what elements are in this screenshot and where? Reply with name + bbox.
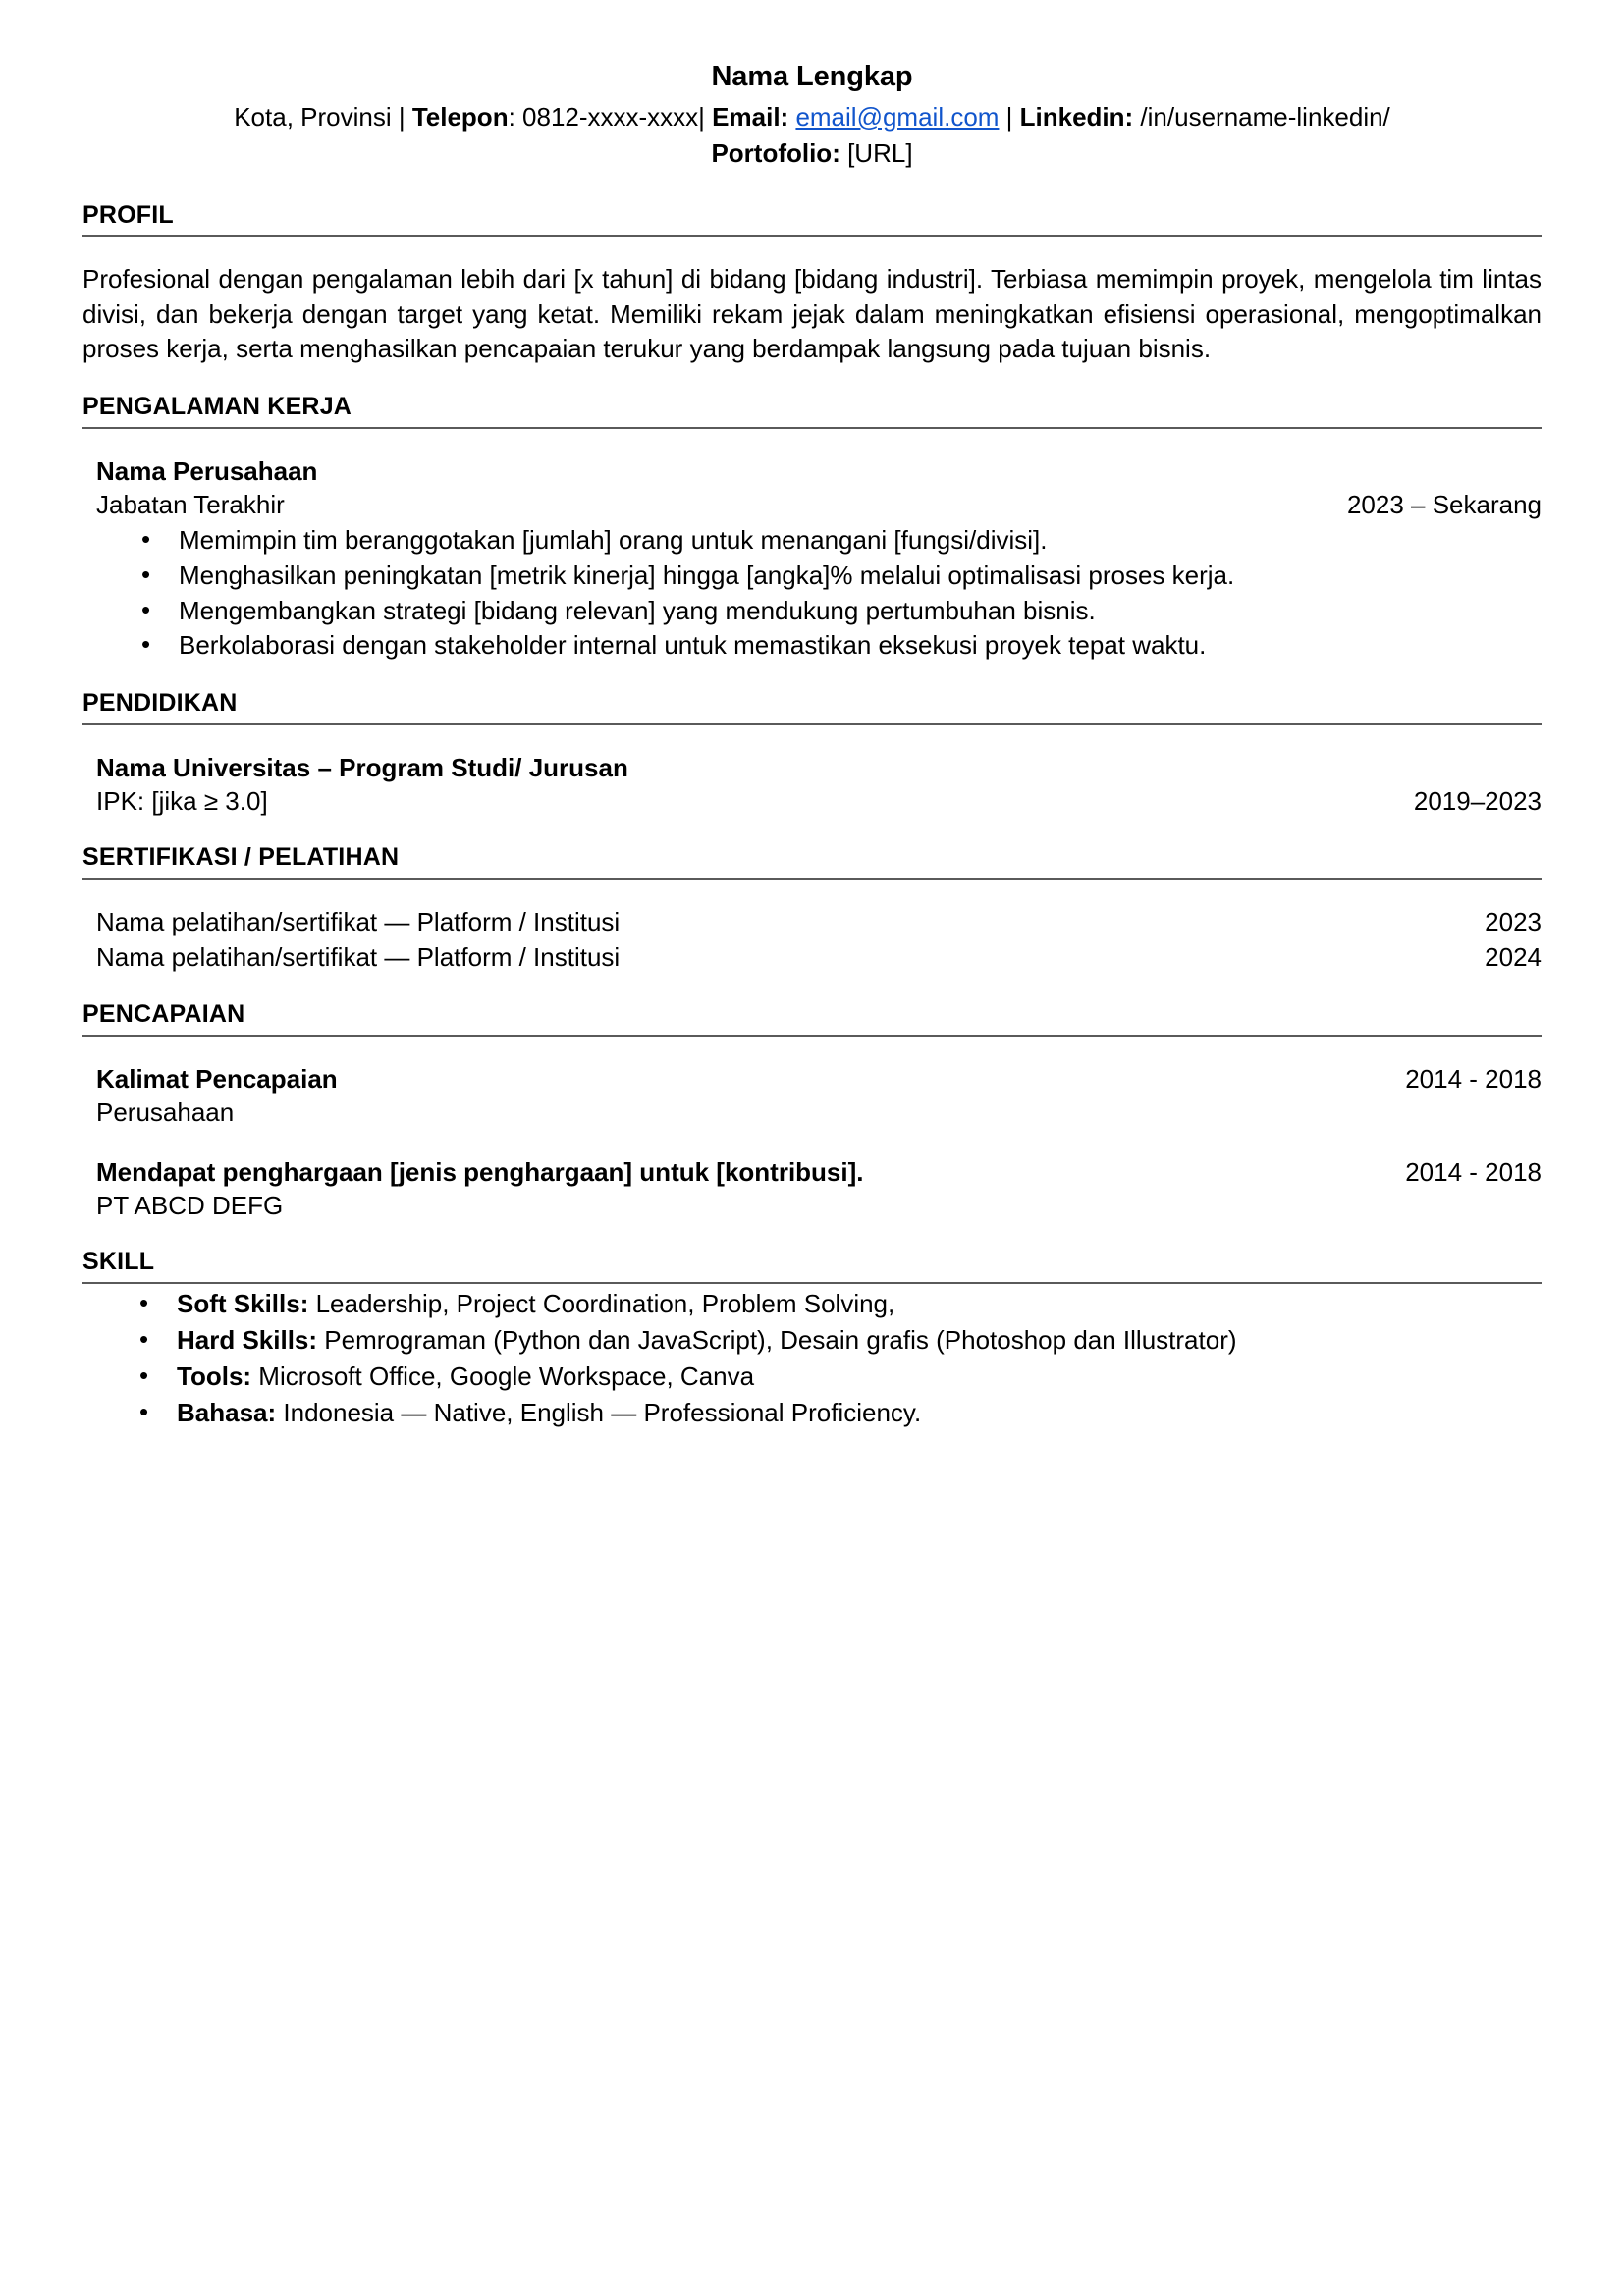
experience-date: 2023 – Sekarang	[1346, 490, 1542, 520]
list-item	[82, 905, 1542, 940]
section-divider-pencapaian	[82, 1035, 1542, 1037]
gpa-row	[96, 784, 1542, 818]
section-title-pendidikan: PENDIDIKAN	[82, 688, 238, 717]
experience-bullet-list	[96, 523, 1542, 663]
portfolio-value: [URL]	[839, 137, 913, 168]
certification-year: 2023	[1485, 907, 1542, 937]
section-pencapaian	[82, 1000, 1542, 1222]
list-item	[177, 1359, 1542, 1395]
achievement-date: 2014 - 2018	[1405, 1156, 1542, 1187]
section-title-pencapaian: PENCAPAIAN	[82, 1000, 245, 1029]
job-title: Jabatan Terakhir	[96, 490, 285, 520]
section-sertifikasi	[82, 843, 1542, 975]
skill-value: Indonesia — Native, English — Professional Proficiency.	[276, 1397, 922, 1427]
list-item: • Memimpin tim beranggotakan [jumlah] orang untuk menangani [fungsi/divisi].	[179, 523, 1542, 559]
section-skill	[82, 1248, 1542, 1430]
list-item: • Mengembangkan strategi [bidang relevan] yang mendukung pertumbuhan bisnis.	[179, 594, 1542, 629]
list-item	[177, 1286, 1542, 1322]
list-item	[82, 940, 1542, 976]
document-header	[82, 59, 1542, 172]
certification-list	[82, 905, 1542, 975]
list-item	[177, 1395, 1542, 1431]
education-entry	[82, 751, 1542, 819]
skill-label: Soft Skills:	[177, 1288, 309, 1318]
list-item	[177, 1322, 1542, 1359]
list-item: • Berkolaborasi dengan stakeholder internal untuk memastikan eksekusi proyek tepat waktu.	[179, 628, 1542, 664]
certification-year: 2024	[1485, 941, 1542, 972]
section-title-skill: SKILL	[82, 1248, 155, 1276]
section-pengalaman	[82, 393, 1542, 664]
section-pendidikan	[82, 689, 1542, 818]
achievement-organization: PT ABCD DEFG	[96, 1190, 284, 1220]
section-profil	[82, 201, 1542, 368]
linkedin-value: /in/username-linkedin/	[1133, 101, 1390, 132]
achievement-title: Kalimat Pencapaian	[96, 1063, 338, 1094]
contact-line	[82, 99, 1542, 135]
skill-label: Hard Skills:	[177, 1324, 318, 1355]
company-name: Nama Perusahaan	[96, 455, 318, 486]
section-divider-profil	[82, 235, 1542, 237]
achievement-title: Mendapat penghargaan [jenis penghargaan] untuk [kontribusi].	[96, 1156, 864, 1187]
certification-label: Nama pelatihan/sertifikat — Platform / Institusi	[96, 907, 621, 937]
section-title-sertifikasi: SERTIFIKASI / PELATIHAN	[82, 843, 400, 872]
section-title-profil: PROFIL	[82, 200, 174, 229]
separator-2: |	[999, 101, 1020, 132]
achievement-organization: Perusahaan	[96, 1097, 235, 1128]
email-label: Email:	[712, 101, 789, 132]
skill-label: Tools:	[177, 1361, 252, 1391]
linkedin-label: Linkedin:	[1019, 101, 1134, 132]
separator-1: |	[391, 101, 412, 132]
section-title-pengalaman: PENGALAMAN KERJA	[82, 393, 352, 421]
portfolio-line	[82, 135, 1542, 172]
education-date: 2019–2023	[1413, 785, 1542, 816]
achievement-entry	[82, 1062, 1542, 1130]
list-item: • Menghasilkan peningkatan [metrik kinerja] hingga [angka]% melalui optimalisasi proses kerja.	[179, 559, 1542, 594]
skill-value: Microsoft Office, Google Workspace, Canva	[251, 1361, 755, 1391]
phone-label: Telepon	[411, 101, 509, 132]
skill-value: Leadership, Project Coordination, Problem Solving,	[308, 1288, 895, 1318]
skill-value: Pemrograman (Python dan JavaScript), Desain grafis (Photoshop dan Illustrator)	[317, 1324, 1237, 1355]
achievement-title-row	[96, 1155, 1542, 1189]
location-text: Kota, Provinsi	[234, 101, 392, 132]
section-divider-pengalaman	[82, 427, 1542, 429]
section-divider-sertifikasi	[82, 878, 1542, 880]
university-name: Nama Universitas – Program Studi/ Jurusan	[96, 752, 628, 782]
section-divider-pendidikan	[82, 723, 1542, 725]
experience-entry	[82, 454, 1542, 664]
achievement-entry	[82, 1155, 1542, 1223]
candidate-name: Nama Lengkap	[711, 61, 913, 92]
certification-label: Nama pelatihan/sertifikat — Platform / Institusi	[96, 941, 621, 972]
skill-bullet-list	[82, 1286, 1542, 1431]
achievement-title-row	[96, 1062, 1542, 1095]
phone-value: : 0812-xxxx-xxxx|	[508, 101, 713, 132]
portfolio-label: Portofolio:	[711, 137, 840, 168]
profil-paragraph: Profesional dengan pengalaman lebih dari [x tahun] di bidang [bidang industri]. Terbiasa memimpin proyek, mengelola tim lintas divisi, dan bekerja dengan target yang ketat. Memiliki rekam jejak dalam meningkatkan efisiensi operasional, mengoptimalkan proses kerja, serta menghasilkan pencapaian terukur yang berdampak langsung pada tujuan bisnis.	[82, 264, 1542, 364]
skill-label: Bahasa:	[177, 1397, 277, 1427]
gpa-text: IPK: [jika ≥ 3.0]	[96, 785, 268, 816]
section-divider-skill	[82, 1282, 1542, 1284]
position-row	[96, 488, 1542, 521]
email-link[interactable]: email@gmail.com	[795, 101, 1000, 132]
achievement-date: 2014 - 2018	[1405, 1063, 1542, 1094]
